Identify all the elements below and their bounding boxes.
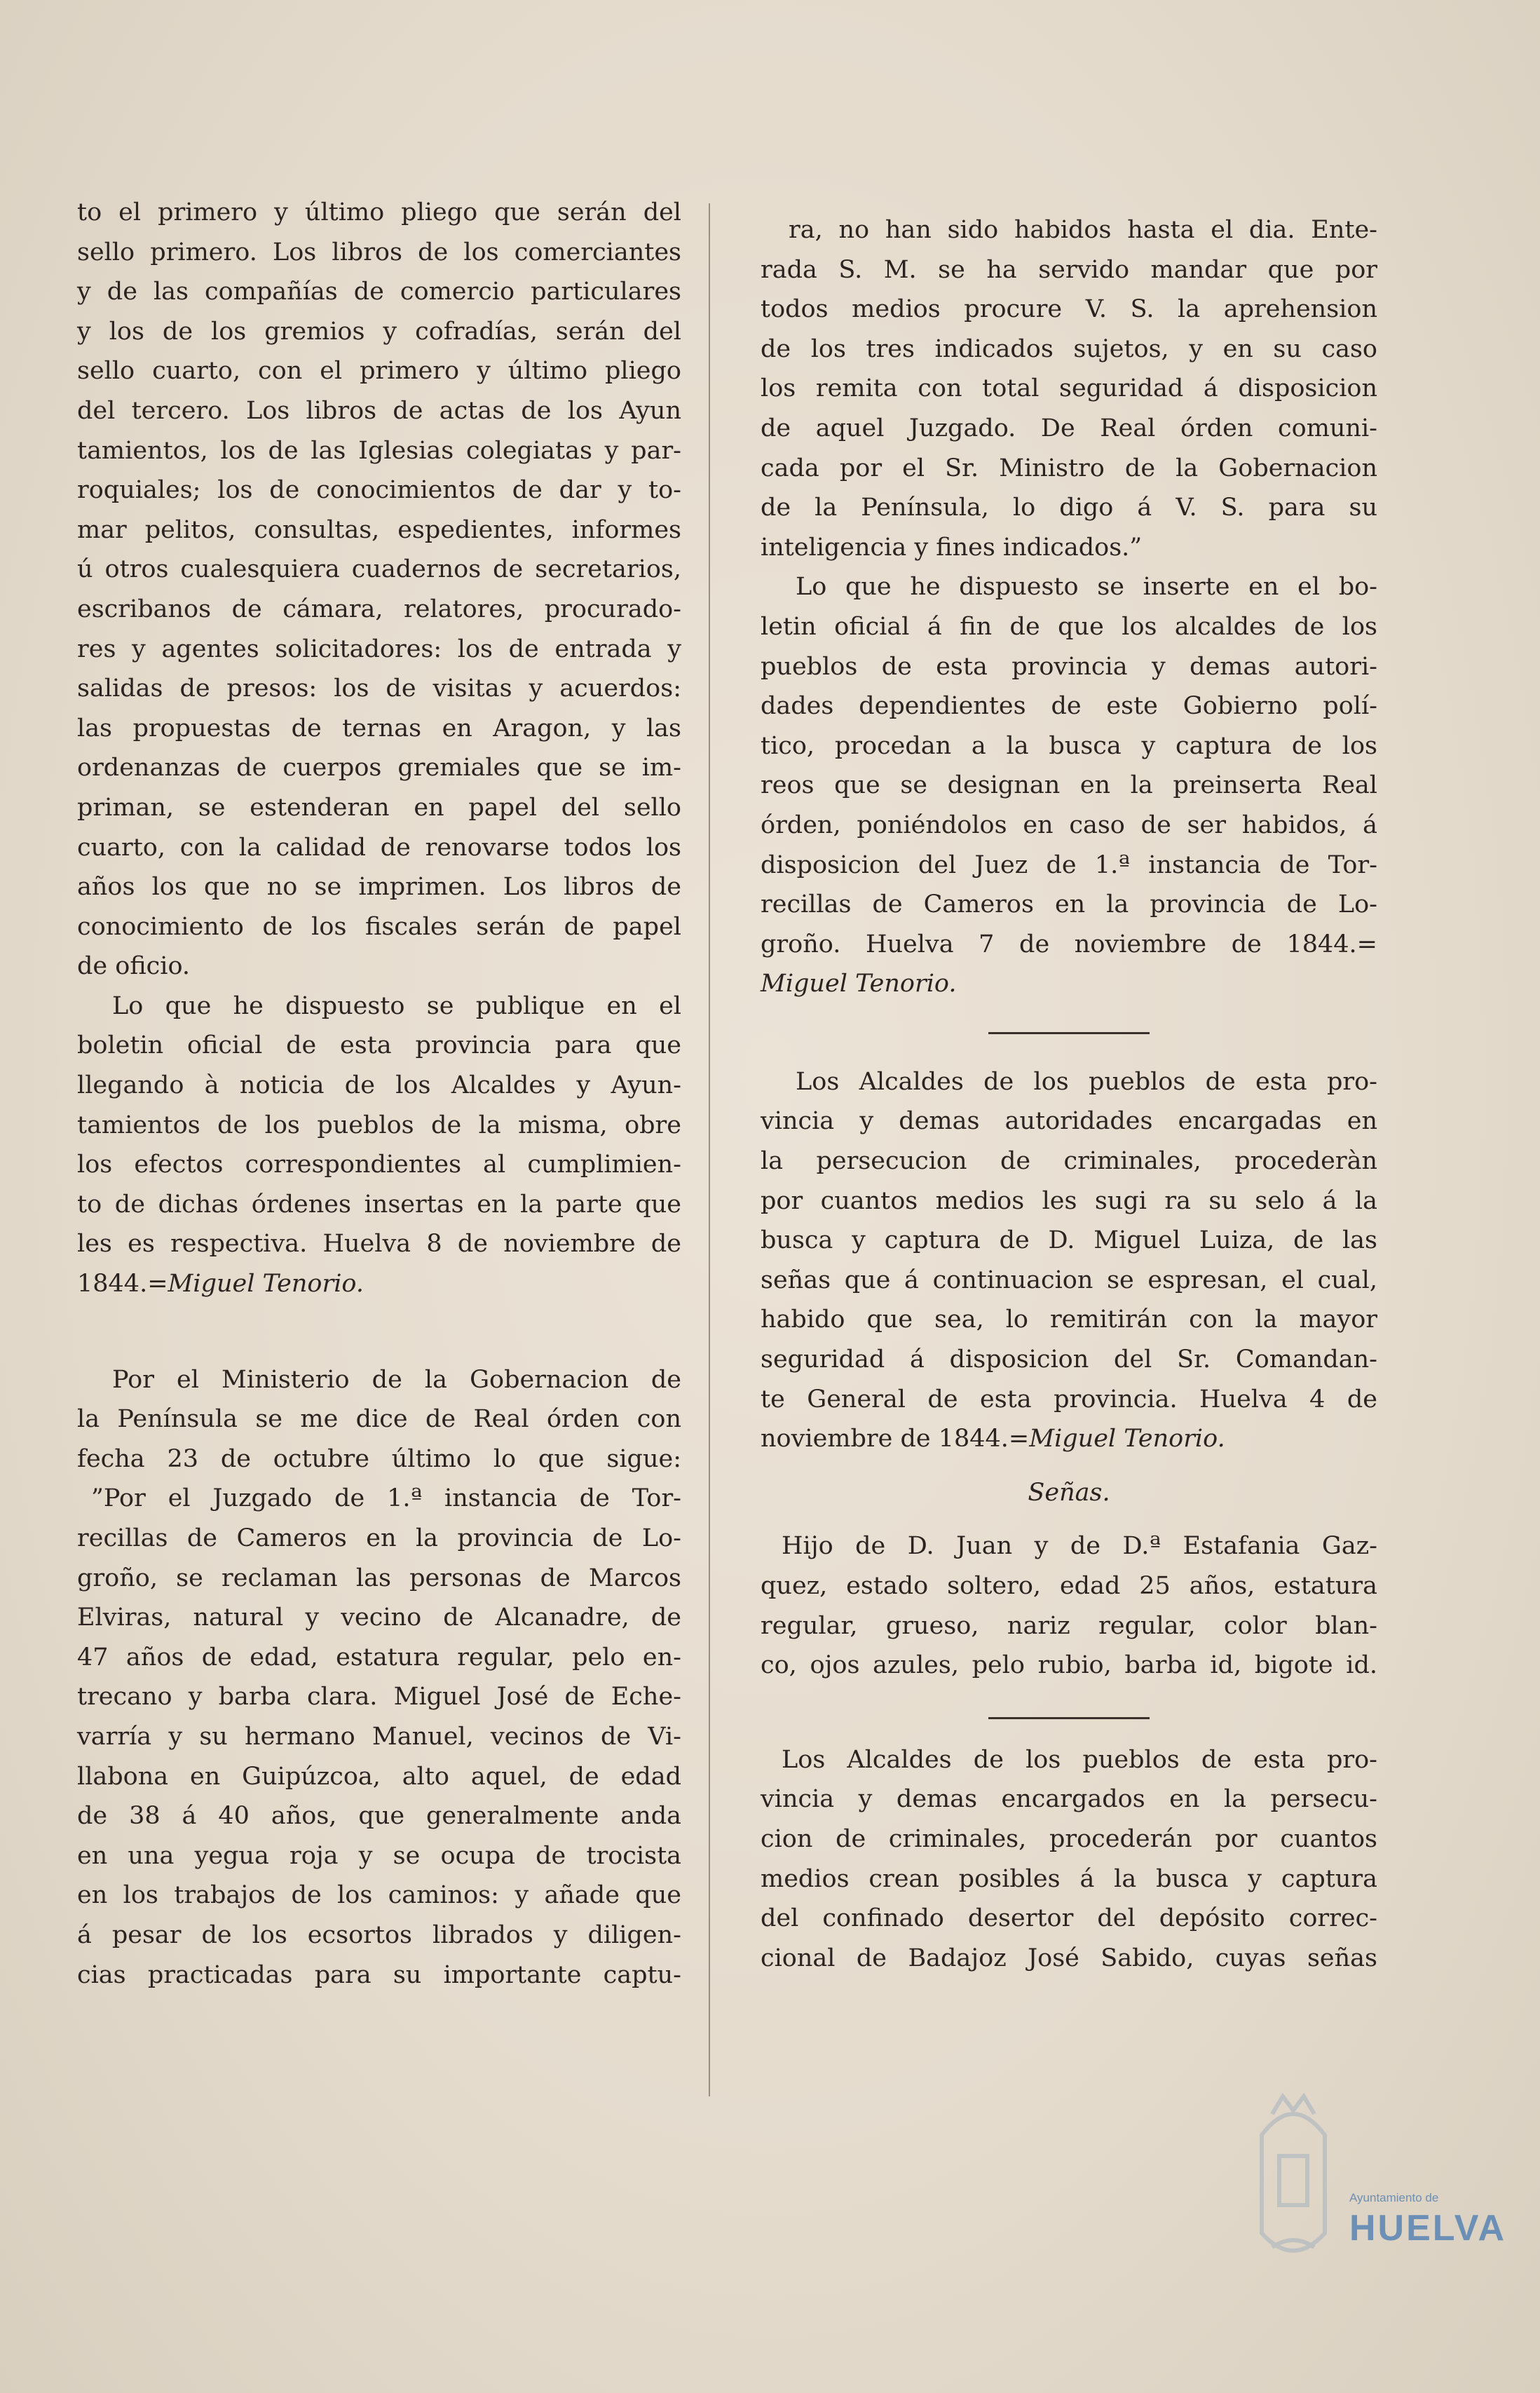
watermark-title: HUELVA — [1349, 2208, 1507, 2249]
text-line: Hijo de D. Juan y de D.ª Estafania Gaz- — [782, 1532, 1377, 1561]
right-para-4 — [761, 1526, 1377, 1685]
text-line: fecha 23 de octubre último lo que sigue: — [77, 1444, 681, 1473]
text-line: Elviras, natural y vecino de Alcanadre, de — [77, 1604, 681, 1632]
text-line: boletin oficial de esta provincia para que — [77, 1031, 681, 1060]
text-line: llegando à noticia de los Alcaldes y Ayun- — [77, 1071, 681, 1100]
text-line: Lo que he dispuesto se publique en el — [112, 991, 681, 1020]
text-line: mar pelitos, consultas, espedientes, informes — [77, 515, 681, 544]
text-line: cada por el Sr. Ministro de la Gobernacion — [761, 454, 1377, 482]
text-line: y de las compañías de comercio particulares — [77, 278, 681, 306]
city-crest-watermark-icon — [1241, 2072, 1500, 2282]
text-line: cional de Badajoz José Sabido, cuyas señas — [761, 1944, 1377, 1972]
text-line: habido que sea, lo remitirán con la mayor — [761, 1306, 1377, 1334]
text-line: busca y captura de D. Miguel Luiza, de las — [761, 1226, 1377, 1255]
text-line: seguridad á disposicion del Sr. Comandan- — [761, 1345, 1377, 1374]
text-line: regular, grueso, nariz regular, color blan- — [761, 1611, 1377, 1640]
text-line: recillas de Cameros en la provincia de Lo- — [761, 890, 1377, 919]
text-line: escribanos de cámara, relatores, procurado- — [77, 595, 681, 623]
text-line: órden, poniéndolos en caso de ser habidos, á — [761, 811, 1377, 839]
text-line: 47 años de edad, estatura regular, pelo en- — [77, 1643, 681, 1672]
text-line: los remita con total seguridad á disposicion — [761, 374, 1377, 403]
text-line: vincia y demas encargados en la persecu- — [761, 1785, 1377, 1814]
text-line: dades dependientes de este Gobierno polí- — [761, 692, 1377, 721]
text-line: to de dichas órdenes insertas en la parte que — [77, 1190, 681, 1219]
text-line: tico, procedan a la busca y captura de los — [761, 731, 1377, 760]
text-line: roquiales; los de conocimientos de dar y to- — [77, 476, 681, 505]
text-line: vincia y demas autoridades encargadas en — [761, 1107, 1377, 1136]
text-line: Por el Ministerio de la Gobernacion de — [112, 1365, 681, 1394]
text-line: de 38 á 40 años, que generalmente anda — [77, 1802, 681, 1831]
text-line: todos medios procure V. S. la aprehension — [761, 295, 1377, 324]
text-line: ra, no han sido habidos hasta el dia. Ente- — [789, 216, 1377, 244]
text-line: los efectos correspondientes al cumplimien- — [77, 1151, 681, 1179]
text-line: ú otros cualesquiera cuadernos de secretarios, — [77, 555, 681, 584]
senas-heading: Señas. — [1028, 1478, 1110, 1507]
left-para-3 — [77, 1360, 681, 1995]
signature: Miguel Tenorio. — [761, 970, 957, 998]
text-line: res y agentes solicitadores: los de entrada y — [77, 635, 681, 663]
date-year: 1844.= — [77, 1270, 168, 1299]
left-para-2 — [77, 987, 681, 1304]
text-line: del tercero. Los libros de actas de los Ayun — [77, 396, 681, 425]
text-line: tamientos, los de las Iglesias colegiatas y par- — [77, 436, 681, 465]
text-line: letin oficial á fin de que los alcaldes de los — [761, 612, 1377, 641]
date-text: noviembre de 1844.= — [761, 1425, 1030, 1453]
text-line: la persecucion de criminales, procederàn — [761, 1147, 1377, 1176]
text-line: cuarto, con la calidad de renovarse todos los — [77, 833, 681, 862]
text-line: groño, se reclaman las personas de Marcos — [77, 1564, 681, 1592]
text-line: groño. Huelva 7 de noviembre de 1844.= — [761, 930, 1377, 958]
text-line: ordenanzas de cuerpos gremiales que se im- — [77, 754, 681, 782]
text-line: las propuestas de ternas en Aragon, y las — [77, 714, 681, 743]
text-line: cias practicadas para su importante captu- — [77, 1960, 681, 1989]
text-line — [761, 1419, 1377, 1459]
signature: Miguel Tenorio. — [168, 1270, 364, 1299]
right-para-1 — [761, 210, 1377, 567]
text-line: señas que á continuacion se espresan, el cual, — [761, 1266, 1377, 1294]
text-line: y los de los gremios y cofradías, serán del — [77, 317, 681, 346]
text-line: sello cuarto, con el primero y último pliego — [77, 357, 681, 386]
text-line: Los Alcaldes de los pueblos de esta pro- — [782, 1745, 1377, 1774]
text-line: Los Alcaldes de los pueblos de esta pro- — [796, 1067, 1377, 1096]
text-line: te General de esta provincia. Huelva 4 de — [761, 1385, 1377, 1414]
text-line: en los trabajos de los caminos: y añade que — [77, 1881, 681, 1910]
text-line: medios crean posibles á la busca y captura — [761, 1864, 1377, 1893]
text-line: ”Por el Juzgado de 1.ª instancia de Tor- — [91, 1484, 681, 1513]
text-line: trecano y barba clara. Miguel José de Eche- — [77, 1683, 681, 1711]
text-line: por cuantos medios les sugi ra su selo á la — [761, 1186, 1377, 1215]
right-para-3 — [761, 1062, 1377, 1459]
text-line: recillas de Cameros en la provincia de Lo- — [77, 1524, 681, 1552]
text-line: de oficio. — [77, 952, 191, 981]
text-line: llabona en Guipúzcoa, alto aquel, de edad — [77, 1762, 681, 1791]
text-line: la Península se me dice de Real órden con — [77, 1405, 681, 1434]
text-line — [77, 1264, 681, 1304]
left-column — [77, 193, 681, 1995]
text-line: reos que se designan en la preinserta Real — [761, 771, 1377, 800]
text-line: les es respectiva. Huelva 8 de noviembre de — [77, 1230, 681, 1259]
left-para-1 — [77, 193, 681, 987]
text-line: cion de criminales, procederán por cuantos — [761, 1824, 1377, 1853]
text-line: disposicion del Juez de 1.ª instancia de Tor- — [761, 850, 1377, 879]
text-line: pueblos de esta provincia y demas autori- — [761, 652, 1377, 681]
text-line: varría y su hermano Manuel, vecinos de Vi- — [77, 1722, 681, 1751]
text-line: de los tres indicados sujetos, y en su caso — [761, 334, 1377, 363]
text-line: de la Península, lo digo á V. S. para su — [761, 494, 1377, 522]
text-line: Lo que he dispuesto se inserte en el bo- — [796, 573, 1377, 602]
right-para-5 — [761, 1740, 1377, 1979]
text-line: salidas de presos: los de visitas y acuerdos: — [77, 674, 681, 703]
text-line: años los que no se imprimen. Los libros de — [77, 873, 681, 902]
column-divider — [709, 203, 710, 2096]
text-line: del confinado desertor del depósito correc- — [761, 1904, 1377, 1933]
text-line: quez, estado soltero, edad 25 años, estatura — [761, 1572, 1377, 1600]
right-para-2 — [761, 567, 1377, 1004]
text-line: co, ojos azules, pelo rubio, barba id, bigote id. — [761, 1651, 1377, 1680]
watermark-subtitle: Ayuntamiento de — [1349, 2191, 1439, 2204]
text-line: priman, se estenderan en papel del sello — [77, 793, 681, 822]
text-line: en una yegua roja y se ocupa de trocista — [77, 1841, 681, 1870]
text-line: tamientos de los pueblos de la misma, obre — [77, 1111, 681, 1139]
text-line: de aquel Juzgado. De Real órden comuni- — [761, 414, 1377, 442]
signature: Miguel Tenorio. — [1029, 1425, 1225, 1453]
text-line: conocimiento de los fiscales serán de papel — [77, 912, 681, 941]
text-line: to el primero y último pliego que serán del — [77, 198, 681, 226]
right-column — [761, 210, 1377, 1978]
text-line: á pesar de los ecsortos librados y diligen- — [77, 1920, 681, 1949]
text-line: inteligencia y fines indicados.” — [761, 533, 1143, 562]
text-line: rada S. M. se ha servido mandar que por — [761, 255, 1377, 284]
text-line: sello primero. Los libros de los comerciantes — [77, 238, 681, 266]
